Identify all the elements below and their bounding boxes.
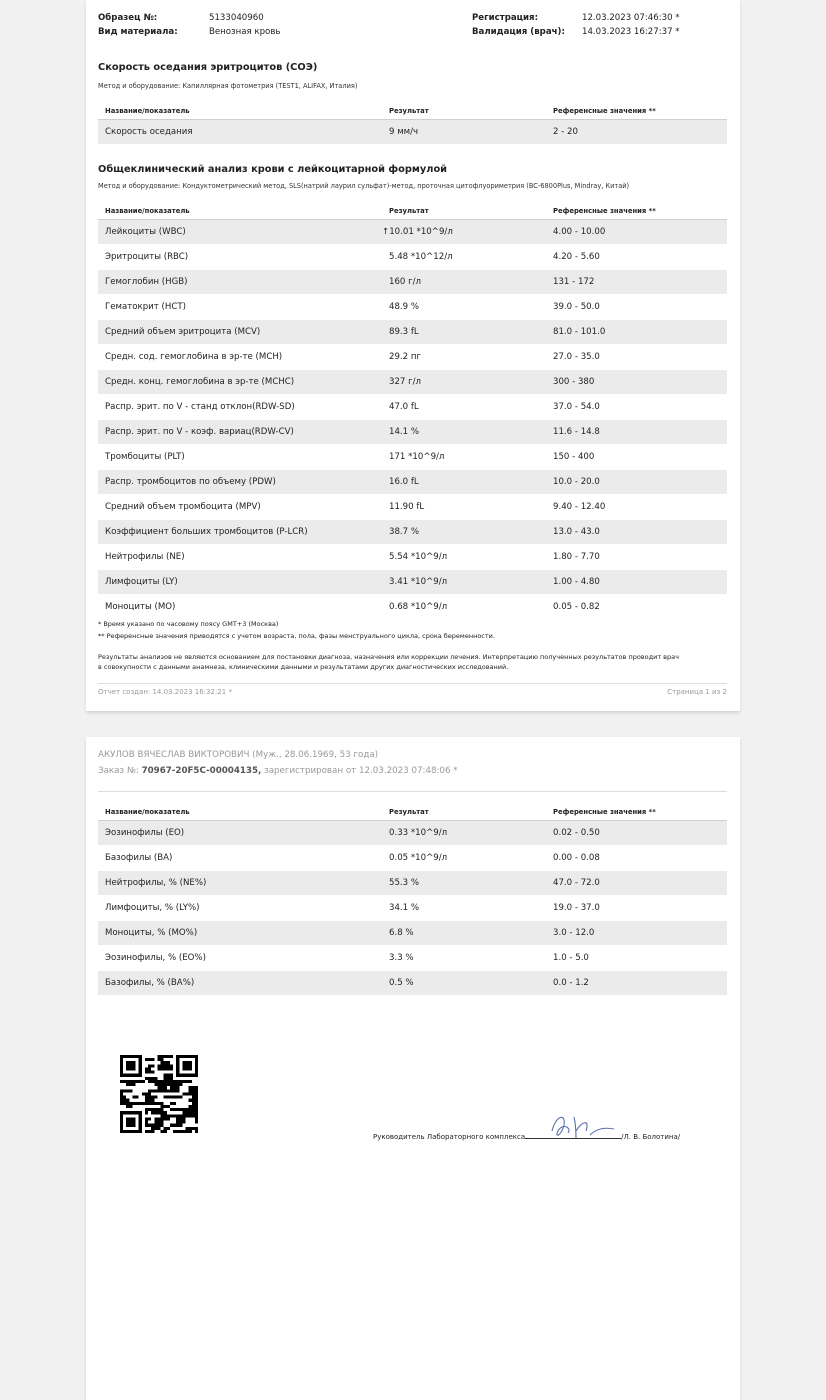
indicator-name: Распр. тромбоцитов по объему (PDW) <box>98 470 382 495</box>
indicator-result: 0.05 *10^9/л <box>382 846 546 871</box>
indicator-reference: 1.00 - 4.80 <box>546 570 727 595</box>
indicator-result: 5.48 *10^12/л <box>382 245 546 270</box>
signature-block <box>373 1130 680 1141</box>
indicator-name: Лейкоциты (WBC) <box>98 220 382 245</box>
indicator-result: 34.1 % <box>382 896 546 921</box>
indicator-result: 5.54 *10^9/л <box>382 545 546 570</box>
indicator-reference: 0.05 - 0.82 <box>546 595 727 620</box>
indicator-name: Моноциты, % (MO%) <box>98 921 382 946</box>
indicator-reference: 0.00 - 0.08 <box>546 846 727 871</box>
sample-label: Образец №: <box>98 13 158 23</box>
report-page-1 <box>86 0 740 711</box>
indicator-reference: 27.0 - 35.0 <box>546 345 727 370</box>
indicator-reference: 10.0 - 20.0 <box>546 470 727 495</box>
indicator-reference: 13.0 - 43.0 <box>546 520 727 545</box>
indicator-reference: 39.0 - 50.0 <box>546 295 727 320</box>
sample-value: 5133040960 <box>209 13 264 23</box>
page-footer <box>98 683 727 696</box>
table-row <box>98 921 727 946</box>
registration-label: Регистрация: <box>472 13 539 23</box>
indicator-reference: 0.0 - 1.2 <box>546 971 727 996</box>
disclaimer-line-1: Результаты анализов не являются основанием для постановки диагноза, назначения или коррекции лечения. Интерпретацию полученных результатов проводит врач <box>98 653 679 661</box>
table-row <box>98 495 727 520</box>
indicator-name: Скорость оседания <box>98 120 382 145</box>
indicator-result: 0.68 *10^9/л <box>382 595 546 620</box>
table-row <box>98 520 727 545</box>
page2-table <box>98 804 727 995</box>
esr-section-title: Скорость оседания эритроцитов (СОЭ) <box>98 62 318 73</box>
indicator-reference: 37.0 - 54.0 <box>546 395 727 420</box>
report-page-2 <box>86 737 740 1400</box>
indicator-name: Эозинофилы (EO) <box>98 821 382 846</box>
indicator-name: Лимфоциты, % (LY%) <box>98 896 382 921</box>
indicator-result: 55.3 % <box>382 871 546 896</box>
patient-info: АКУЛОВ ВЯЧЕСЛАВ ВИКТОРОВИЧ (Муж., 28.06.1969, 53 года) <box>98 750 379 760</box>
indicator-reference: 4.20 - 5.60 <box>546 245 727 270</box>
table-row <box>98 270 727 295</box>
indicator-name: Средн. конц. гемоглобина в эр-те (MCHC) <box>98 370 382 395</box>
indicator-name: Распр. эрит. по V - станд отклон(RDW-SD) <box>98 395 382 420</box>
indicator-result: 160 г/л <box>382 270 546 295</box>
indicator-name: Средний объем тромбоцита (MPV) <box>98 495 382 520</box>
indicator-name: Нейтрофилы, % (NE%) <box>98 871 382 896</box>
cbc-table <box>98 203 727 619</box>
indicator-reference: 150 - 400 <box>546 445 727 470</box>
indicator-result: 0.5 % <box>382 971 546 996</box>
indicator-result: 14.1 % <box>382 420 546 445</box>
cbc-section-title: Общеклинический анализ крови с лейкоцитарной формулой <box>98 164 448 175</box>
indicator-reference: 131 - 172 <box>546 270 727 295</box>
signature-label: Руководитель Лабораторного комплекса <box>373 1133 526 1141</box>
indicator-name: Распр. эрит. по V - коэф. вариац(RDW-CV) <box>98 420 382 445</box>
table-row <box>98 445 727 470</box>
registration-value: 12.03.2023 07:46:30 * <box>582 13 680 23</box>
table-row <box>98 370 727 395</box>
indicator-result: 29.2 пг <box>382 345 546 370</box>
order-info <box>98 766 458 776</box>
qr-code-icon <box>120 1055 198 1133</box>
col-reference-header: Референсные значения ** <box>546 103 727 120</box>
indicator-name: Гематокрит (HCT) <box>98 295 382 320</box>
indicator-name: Базофилы, % (BA%) <box>98 971 382 996</box>
indicator-name: Моноциты (MO) <box>98 595 382 620</box>
table-row <box>98 120 727 145</box>
table-row <box>98 595 727 620</box>
result-value: 10.01 *10^9/л <box>389 227 453 237</box>
table-row <box>98 470 727 495</box>
esr-table <box>98 103 727 144</box>
indicator-name: Эритроциты (RBC) <box>98 245 382 270</box>
esr-method: Метод и оборудование: Капиллярная фотометрия (TEST1, ALIFAX, Италия) <box>98 82 358 90</box>
indicator-result: 9 мм/ч <box>382 120 546 145</box>
indicator-reference: 19.0 - 37.0 <box>546 896 727 921</box>
validation-value: 14.03.2023 16:27:37 * <box>582 27 680 37</box>
col-reference-header: Референсные значения ** <box>546 804 727 821</box>
indicator-reference: 3.0 - 12.0 <box>546 921 727 946</box>
high-value-arrow-icon: ↑ <box>382 227 390 237</box>
indicator-name: Лимфоциты (LY) <box>98 570 382 595</box>
indicator-name: Гемоглобин (HGB) <box>98 270 382 295</box>
order-suffix: зарегистрирован от 12.03.2023 07:48:06 * <box>261 766 458 776</box>
col-result-header: Результат <box>382 103 546 120</box>
col-name-header: Название/показатель <box>98 804 382 821</box>
indicator-reference: 4.00 - 10.00 <box>546 220 727 245</box>
indicator-result: 47.0 fL <box>382 395 546 420</box>
col-result-header: Результат <box>382 804 546 821</box>
indicator-name: Средн. сод. гемоглобина в эр-те (MCH) <box>98 345 382 370</box>
table-row <box>98 320 727 345</box>
indicator-result: 3.3 % <box>382 946 546 971</box>
col-reference-header: Референсные значения ** <box>546 203 727 220</box>
report-created: Отчет создан: 14.03.2023 16:32:21 * <box>98 688 232 696</box>
table-header-row <box>98 804 727 821</box>
indicator-name: Эозинофилы, % (EO%) <box>98 946 382 971</box>
table-row <box>98 345 727 370</box>
signature-line <box>525 1130 621 1139</box>
material-label: Вид материала: <box>98 27 178 37</box>
indicator-result: 6.8 % <box>382 921 546 946</box>
indicator-name: Нейтрофилы (NE) <box>98 545 382 570</box>
table-header-row <box>98 203 727 220</box>
order-number: 70967-20F5C-00004135, <box>141 766 262 776</box>
signature-name: /Л. В. Болотина/ <box>621 1133 681 1141</box>
indicator-name: Базофилы (BA) <box>98 846 382 871</box>
indicator-reference: 1.0 - 5.0 <box>546 946 727 971</box>
indicator-reference: 2 - 20 <box>546 120 727 145</box>
table-row <box>98 871 727 896</box>
reference-note: ** Референсные значения приводятся с учетом возраста, пола, фазы менструального цикла, срока беременности. <box>98 632 495 640</box>
indicator-result: 171 *10^9/л <box>382 445 546 470</box>
col-result-header: Результат <box>382 203 546 220</box>
disclaimer-line-2: в совокупности с данными анамнеза, клиническими данными и результатами других диагностических исследований. <box>98 663 509 671</box>
indicator-result: 327 г/л <box>382 370 546 395</box>
table-row <box>98 570 727 595</box>
table-row <box>98 395 727 420</box>
indicator-reference: 0.02 - 0.50 <box>546 821 727 846</box>
indicator-result: 38.7 % <box>382 520 546 545</box>
timezone-note: * Время указано по часовому поясу GMT+3 (Москва) <box>98 620 279 628</box>
indicator-result: 89.3 fL <box>382 320 546 345</box>
table-row <box>98 896 727 921</box>
table-row <box>98 946 727 971</box>
indicator-reference: 1.80 - 7.70 <box>546 545 727 570</box>
table-row <box>98 545 727 570</box>
table-row <box>98 821 727 846</box>
material-value: Венозная кровь <box>209 27 281 37</box>
indicator-reference: 9.40 - 12.40 <box>546 495 727 520</box>
cbc-method: Метод и оборудование: Кондуктометрический метод, SLS(натрий лаурил сульфат)-метод, проточная цитофлуориметрия (BC-6800Plus, Mindray, Китай) <box>98 182 630 190</box>
table-row <box>98 420 727 445</box>
indicator-name: Средний объем эритроцита (MCV) <box>98 320 382 345</box>
validation-label: Валидация (врач): <box>472 27 565 37</box>
indicator-result: 16.0 fL <box>382 470 546 495</box>
indicator-result: 0.33 *10^9/л <box>382 821 546 846</box>
indicator-reference: 81.0 - 101.0 <box>546 320 727 345</box>
indicator-result: 3.41 *10^9/л <box>382 570 546 595</box>
table-row <box>98 245 727 270</box>
table-row <box>98 220 727 245</box>
indicator-result <box>382 220 546 245</box>
indicator-reference: 47.0 - 72.0 <box>546 871 727 896</box>
indicator-name: Тромбоциты (PLT) <box>98 445 382 470</box>
indicator-result: 48.9 % <box>382 295 546 320</box>
indicator-reference: 11.6 - 14.8 <box>546 420 727 445</box>
divider <box>98 791 727 792</box>
order-prefix: Заказ №: <box>98 766 142 776</box>
page-number: Страница 1 из 2 <box>667 688 727 696</box>
indicator-result: 11.90 fL <box>382 495 546 520</box>
table-row <box>98 971 727 996</box>
table-row <box>98 295 727 320</box>
table-row <box>98 846 727 871</box>
table-header-row <box>98 103 727 120</box>
indicator-reference: 300 - 380 <box>546 370 727 395</box>
indicator-name: Коэффициент больших тромбоцитов (P-LCR) <box>98 520 382 545</box>
col-name-header: Название/показатель <box>98 203 382 220</box>
col-name-header: Название/показатель <box>98 103 382 120</box>
